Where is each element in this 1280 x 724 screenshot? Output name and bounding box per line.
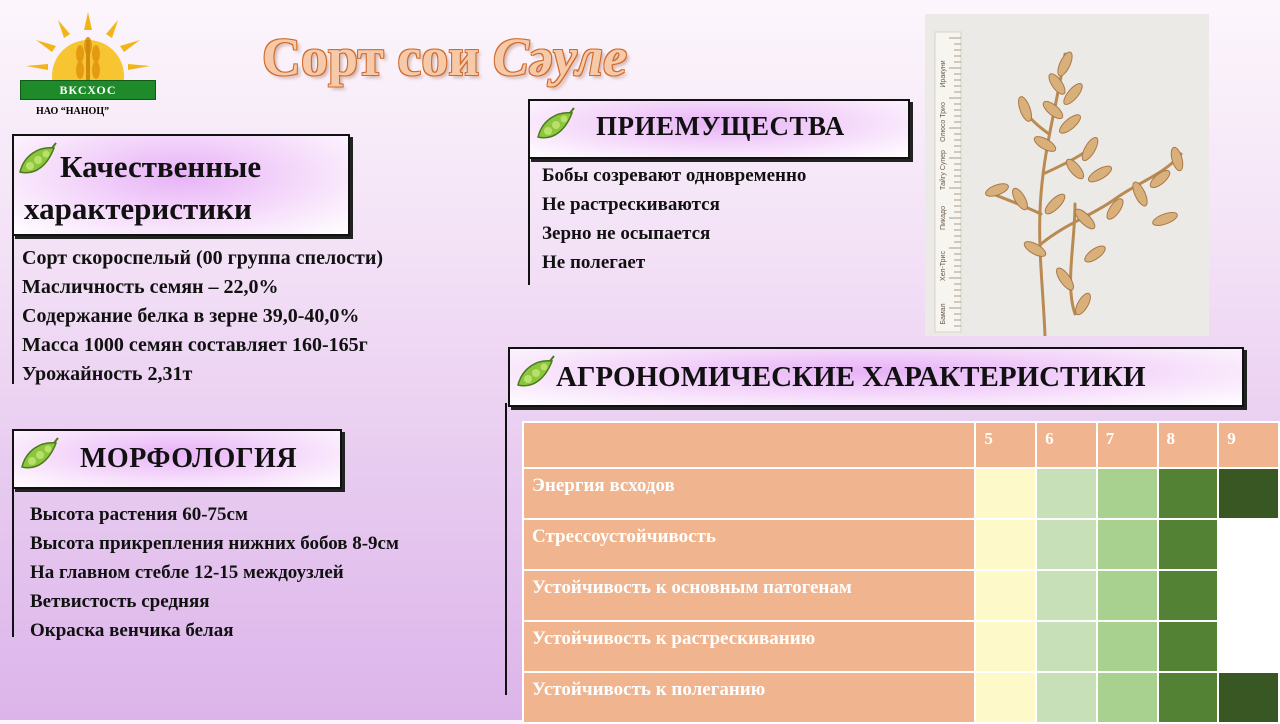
- rating-cell: [1036, 621, 1097, 672]
- rating-cell: [1036, 570, 1097, 621]
- list-item: Зерно не осыпается: [542, 223, 711, 244]
- list-item: Содержание белка в зерне 39,0-40,0%: [22, 305, 360, 327]
- rating-cell: [1158, 621, 1219, 672]
- list-item: Окраска венчика белая: [30, 620, 234, 641]
- rating-cell: [975, 468, 1036, 519]
- soy-pod-icon: [534, 107, 576, 147]
- table-row: [523, 672, 1279, 723]
- quality-list: [22, 244, 383, 389]
- row-label: Устойчивость к полеганию: [523, 672, 975, 723]
- morphology-rule: [12, 485, 14, 637]
- title-variety: Сәуле: [492, 27, 628, 87]
- row-label: Энергия всходов: [523, 468, 975, 519]
- row-label: Стрессоустойчивость: [523, 519, 975, 570]
- soybean-plant-photo: [925, 14, 1209, 336]
- logo-badge: ВКСХОС: [20, 80, 156, 100]
- scale-header-cell: 8: [1158, 422, 1219, 468]
- table-row: [523, 621, 1279, 672]
- soy-pod-icon: [18, 437, 60, 477]
- advantages-list: [542, 161, 806, 277]
- list-item: Высота прикрепления нижних бобов 8-9см: [30, 533, 399, 554]
- rating-cell: [1158, 519, 1219, 570]
- table-row: [523, 468, 1279, 519]
- list-item: Ветвистость средняя: [30, 591, 210, 612]
- list-item: Не растрескиваются: [542, 194, 720, 215]
- agronomic-header: [508, 347, 1244, 407]
- table-header-blank: [523, 422, 975, 468]
- rating-cell: [1158, 468, 1219, 519]
- table-header-row: [523, 422, 1279, 468]
- list-item: Высота растения 60-75см: [30, 504, 248, 525]
- rating-cell: [1036, 672, 1097, 723]
- rating-cell: [1036, 468, 1097, 519]
- scale-header-cell: 7: [1097, 422, 1158, 468]
- sun-logo-icon: [18, 10, 158, 90]
- title-main: Сорт сои: [262, 27, 493, 87]
- quality-header: [12, 134, 350, 236]
- list-item: На главном стебле 12-15 междоузлей: [30, 562, 344, 583]
- quality-heading-line2: характеристики: [24, 191, 252, 226]
- rating-cell: [975, 621, 1036, 672]
- row-label: Устойчивость к основным патогенам: [523, 570, 975, 621]
- agronomic-table: [522, 421, 1280, 724]
- ruler-label: Олюсо Трио: [940, 102, 947, 142]
- rating-cell: [1158, 570, 1219, 621]
- agronomic-heading: АГРОНОМИЧЕСКИЕ ХАРАКТЕРИСТИКИ: [556, 361, 1146, 393]
- list-item: Масса 1000 семян составляет 160-165г: [22, 334, 368, 356]
- row-label: Устойчивость к растрескиванию: [523, 621, 975, 672]
- rating-cell: [1097, 621, 1158, 672]
- morphology-list: [30, 500, 399, 645]
- table-row: [523, 570, 1279, 621]
- rating-cell: [1097, 519, 1158, 570]
- scale-header-cell: 5: [975, 422, 1036, 468]
- ruler-label: Пикадо: [940, 205, 947, 231]
- rating-cell: [1218, 621, 1279, 672]
- soybean-plant-image: [925, 14, 1209, 336]
- quality-rule: [12, 232, 14, 384]
- scale-header-cell: 6: [1036, 422, 1097, 468]
- rating-cell: [975, 519, 1036, 570]
- page-title: [262, 26, 627, 88]
- morphology-header: [12, 429, 342, 489]
- rating-cell: [1218, 519, 1279, 570]
- soy-pod-icon: [514, 355, 556, 395]
- rating-cell: [975, 672, 1036, 723]
- rating-cell: [1097, 570, 1158, 621]
- list-item: Сорт скороспелый (00 группа спелости): [22, 247, 384, 269]
- agronomic-rule: [505, 403, 507, 695]
- list-item: Урожайность 2,31т: [22, 363, 193, 385]
- morphology-heading: МОРФОЛОГИЯ: [80, 443, 298, 474]
- advantages-heading: ПРИЕМУЩЕСТВА: [596, 111, 845, 141]
- organization-name: НАО “НАНОЦ”: [36, 106, 110, 117]
- list-item: Масличность семян – 22,0%: [22, 276, 279, 298]
- list-item: Бобы созревают одновременно: [542, 165, 807, 186]
- ruler-label: Тайгу Супер: [940, 150, 947, 190]
- ruler-label: Хел-Трис: [940, 251, 947, 281]
- quality-heading: [24, 146, 261, 230]
- advantages-header: [528, 99, 910, 159]
- advantages-rule: [528, 155, 530, 285]
- table-row: [523, 519, 1279, 570]
- rating-cell: [1218, 468, 1279, 519]
- rating-cell: [1036, 519, 1097, 570]
- quality-heading-line1: Качественные: [60, 149, 262, 184]
- rating-cell: [975, 570, 1036, 621]
- scale-header-cell: 9: [1218, 422, 1279, 468]
- rating-cell: [1097, 468, 1158, 519]
- rating-cell: [1218, 672, 1279, 723]
- rating-cell: [1218, 570, 1279, 621]
- company-logo: [18, 10, 158, 122]
- rating-cell: [1158, 672, 1219, 723]
- ruler-label: Бамал: [940, 303, 947, 325]
- rating-cell: [1097, 672, 1158, 723]
- list-item: Не полегает: [542, 252, 646, 273]
- ruler-label: Иракуни: [940, 60, 947, 88]
